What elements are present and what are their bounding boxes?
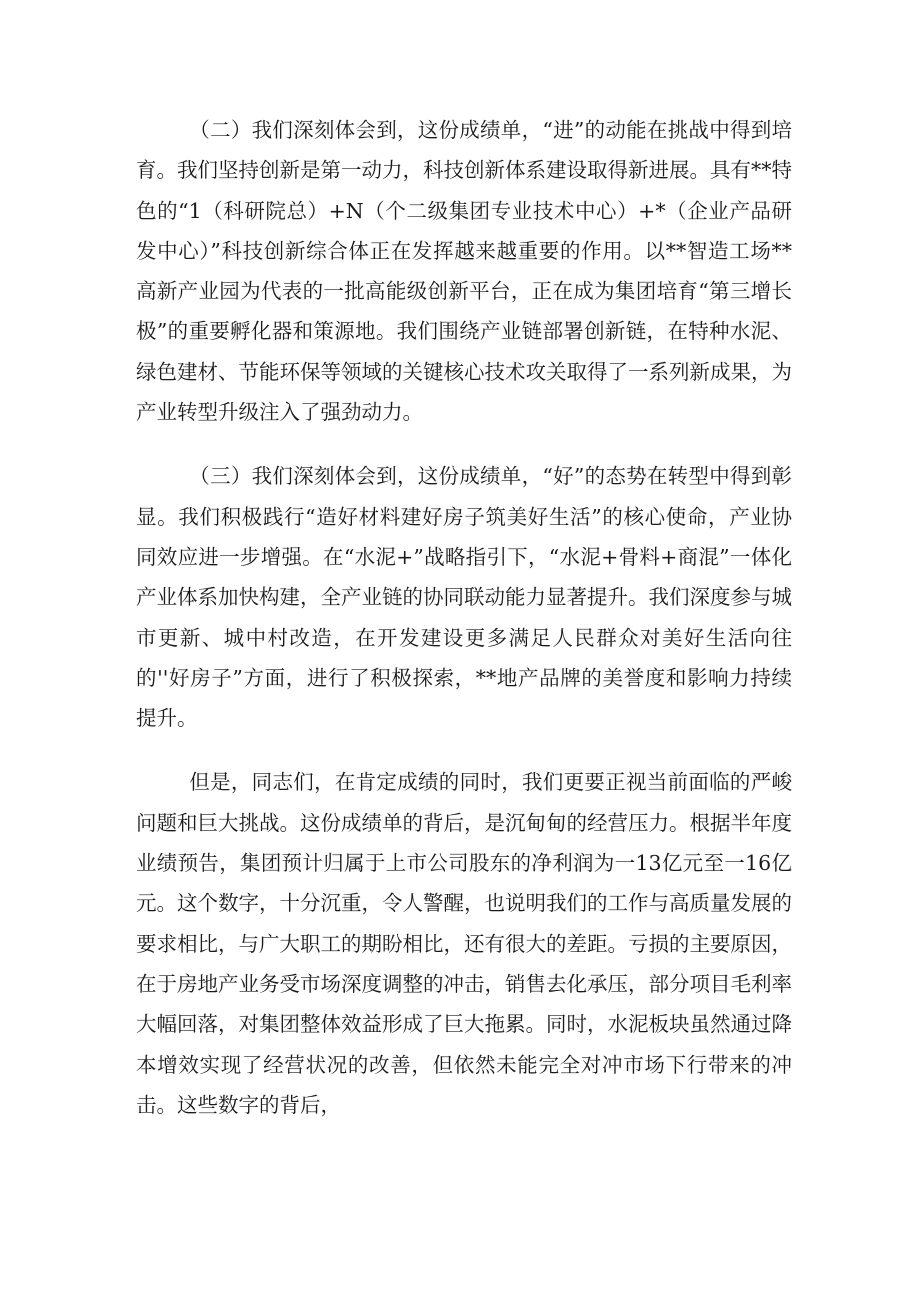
paragraph-spacer — [136, 432, 792, 456]
paragraph-innovation: （二）我们深刻体会到，这份成绩单，“进”的动能在挑战中得到培育。我们坚持创新是第一动力，科技创新体系建设取得新进展。具有**特色的“1（科研院总）+N（个二级集团专业技术中心）+*（企业产品研发中心）”科技创新综合体正在发挥越来越重要的作用。以**智造工场**高新产业园为代表的一批高能级创新平台，正在成为集团培育“第三增长极”的重要孵化器和策源地。我们围绕产业链部署创新链，在特种水泥、绿色建材、节能环保等领域的关键核心技术攻关取得了一系列新成果，为产业转型升级注入了强劲动力。 — [136, 118, 792, 425]
paragraph-challenges: 但是，同志们，在肯定成绩的同时，我们更要正视当前面临的严峻问题和巨大挑战。这份成绩单的背后，是沉甸甸的经营压力。根据半年度业绩预告，集团预计归属于上市公司股东的净利润为一13亿元至一16亿元。这个数字，十分沉重，令人警醒，也说明我们的工作与高质量发展的要求相比，与广大职工的期盼相比，还有很大的差距。亏损的主要原因，在于房地产业务受市场深度调整的冲击，销售去化承压，部分项目毛利率大幅回落，对集团整体效益形成了巨大拖累。同时，水泥板块虽然通过降本增效实现了经营状况的改善，但依然未能完全对冲市场下行带来的冲击。这些数字的背后， — [136, 770, 792, 1117]
document-body — [136, 110, 792, 1125]
paragraph-transformation: （三）我们深刻体会到，这份成绩单，“好”的态势在转型中得到彰显。我们积极践行“造好材料建好房子筑美好生活”的核心使命，产业协同效应进一步增强。在“水泥+”战略指引下，“水泥+骨料+商混”一体化产业体系加快构建，全产业链的协同联动能力显著提升。我们深度参与城市更新、城中村改造，在开发建设更多满足人民群众对美好生活向往的''好房子”方面，进行了积极探索，**地产品牌的美誉度和影响力持续提升。 — [136, 464, 792, 731]
paragraph-spacer — [136, 738, 792, 762]
